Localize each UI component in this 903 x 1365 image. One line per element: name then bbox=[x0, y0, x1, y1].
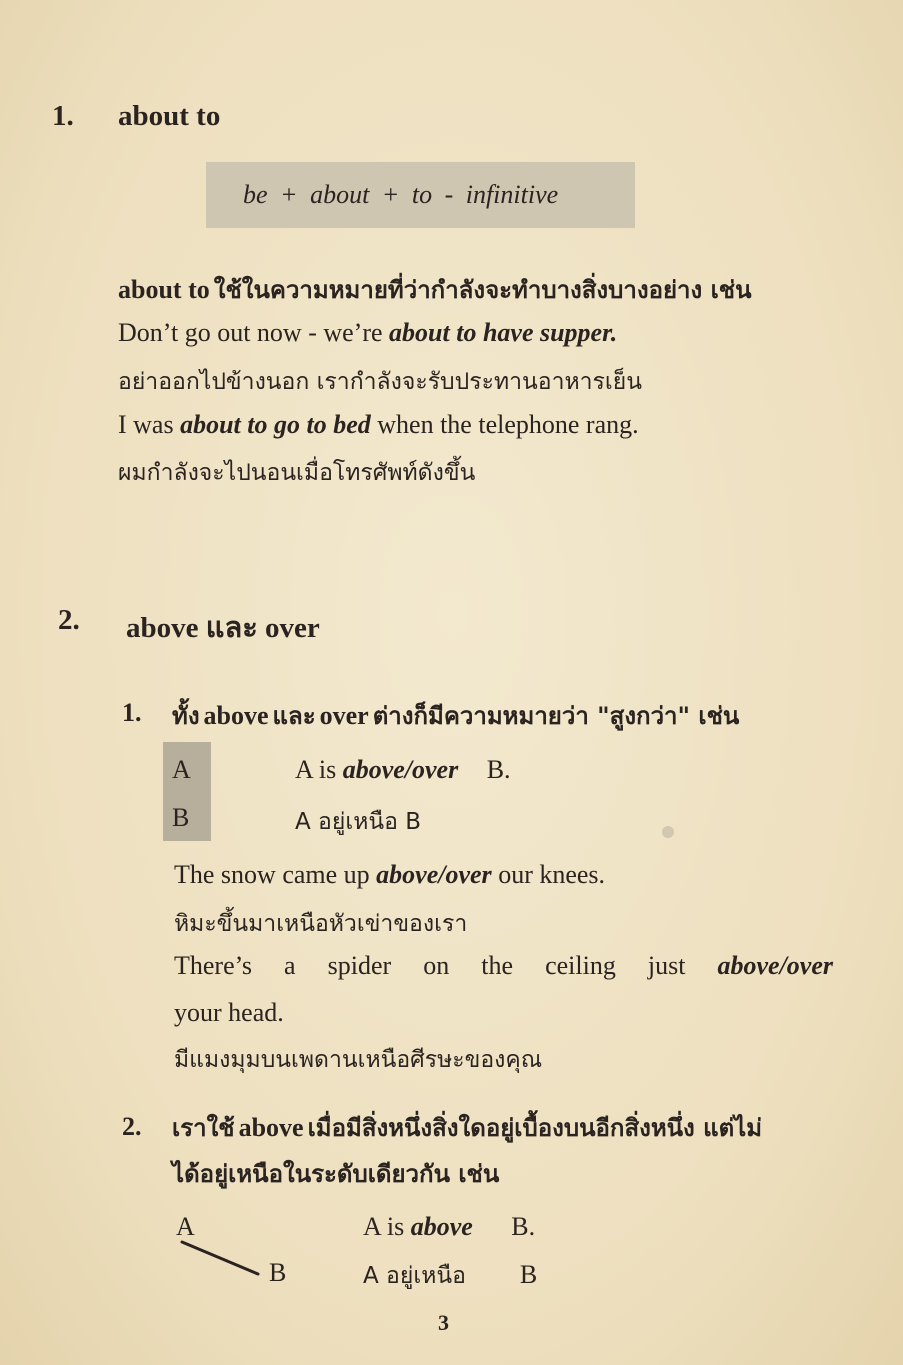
example-1-en bbox=[118, 318, 617, 348]
example-2-pre: I was bbox=[118, 410, 174, 439]
p1-ex2-em: above/over bbox=[717, 951, 834, 980]
statement-pre: A is bbox=[295, 755, 337, 784]
point-1-en-2: over bbox=[319, 701, 369, 730]
p1-ex1-em: above/over bbox=[376, 860, 492, 889]
example-2-en bbox=[118, 410, 639, 440]
example-2-th: ผมกำลังจะไปนอนเมื่อโทรศัพท์ดังขึ้น bbox=[118, 460, 476, 486]
point-1-statement bbox=[295, 755, 511, 785]
intro-thai: ใช้ในความหมายที่ว่ากำลังจะทำบางสิ่งบางอย่าง เช่น bbox=[213, 276, 752, 304]
point-1-en-1: above bbox=[203, 701, 269, 730]
section-1-title: about to bbox=[118, 100, 221, 132]
example-2-post: when the telephone rang. bbox=[377, 410, 639, 439]
p1-ex1-post: our knees. bbox=[498, 860, 606, 889]
p1-ex2-w4: the bbox=[481, 951, 514, 980]
section-2-title: above และ over bbox=[126, 612, 320, 644]
formula-text: be + about + to - infinitive bbox=[243, 180, 559, 209]
point-2-lead: เราใช้ bbox=[172, 1114, 235, 1142]
example-1-em: about to have supper. bbox=[389, 318, 618, 347]
diagram-1-a: A bbox=[172, 755, 191, 784]
point-2-number: 2. bbox=[122, 1112, 142, 1141]
point-2-statement bbox=[363, 1212, 535, 1242]
p2-stmt-post: B. bbox=[511, 1212, 536, 1241]
intro-term: about to bbox=[118, 275, 210, 304]
p1-ex2-w3: on bbox=[423, 951, 450, 980]
point-2-tail: เมื่อมีสิ่งหนึ่งสิ่งใดอยู่เบื้องบนอีกสิ่งหนึ่ง แต่ไม่ bbox=[307, 1114, 763, 1142]
diagonal-line bbox=[176, 1236, 266, 1282]
p2-stmt-th-post: B bbox=[519, 1260, 538, 1289]
diagram-2-b: B bbox=[269, 1258, 287, 1287]
paper-spot bbox=[662, 826, 674, 838]
example-1-pre: Don’t go out now - we’re bbox=[118, 318, 383, 347]
example-1-th: อย่าออกไปข้างนอก เรากำลังจะรับประทานอาหารเย็น bbox=[118, 369, 642, 395]
point-1-example-2-th: มีแมงมุมบนเพดานเหนือศีรษะของคุณ bbox=[174, 1047, 543, 1073]
point-1-tail: ต่างก็มีความหมายว่า "สูงกว่า" เช่น bbox=[372, 702, 740, 730]
p1-ex2-w2: spider bbox=[327, 951, 392, 980]
diagram-1-b: B bbox=[172, 803, 190, 832]
point-1-statement-th: A อยู่เหนือ B bbox=[295, 809, 421, 835]
p1-ex2-w1: a bbox=[284, 951, 296, 980]
p1-ex2-w5: ceiling bbox=[545, 951, 616, 980]
point-1-mid: และ bbox=[272, 702, 316, 730]
point-1-example-1-th: หิมะขึ้นมาเหนือหัวเข่าของเรา bbox=[174, 911, 468, 937]
page-number: 3 bbox=[438, 1310, 449, 1335]
point-1-heading bbox=[172, 696, 739, 735]
p1-ex1-pre: The snow came up bbox=[174, 860, 370, 889]
statement-em: above/over bbox=[342, 755, 459, 784]
point-1-example-2-cont: your head. bbox=[174, 998, 284, 1027]
point-2-statement-th bbox=[363, 1258, 537, 1294]
p2-stmt-pre: A is bbox=[363, 1212, 405, 1241]
diagram-2-a: A bbox=[176, 1212, 195, 1241]
section-2-number: 2. bbox=[58, 604, 80, 636]
p1-ex2-w0: There’s bbox=[174, 951, 252, 980]
statement-post: B. bbox=[486, 755, 511, 784]
point-1-number: 1. bbox=[122, 698, 142, 727]
p2-stmt-em: above bbox=[410, 1212, 473, 1241]
point-2-en: above bbox=[238, 1113, 304, 1142]
section-1-intro bbox=[118, 270, 752, 309]
point-2-heading bbox=[172, 1108, 762, 1147]
point-2-heading-line2: ได้อยู่เหนือในระดับเดียวกัน เช่น bbox=[172, 1160, 500, 1188]
p1-ex2-w6: just bbox=[647, 951, 686, 980]
section-1-number: 1. bbox=[52, 100, 74, 132]
p2-stmt-th-pre: A อยู่เหนือ bbox=[363, 1263, 466, 1289]
point-1-lead: ทั้ง bbox=[172, 702, 200, 730]
point-1-example-2 bbox=[174, 951, 833, 981]
point-1-example-1 bbox=[174, 860, 605, 890]
example-2-em: about to go to bed bbox=[180, 410, 371, 439]
